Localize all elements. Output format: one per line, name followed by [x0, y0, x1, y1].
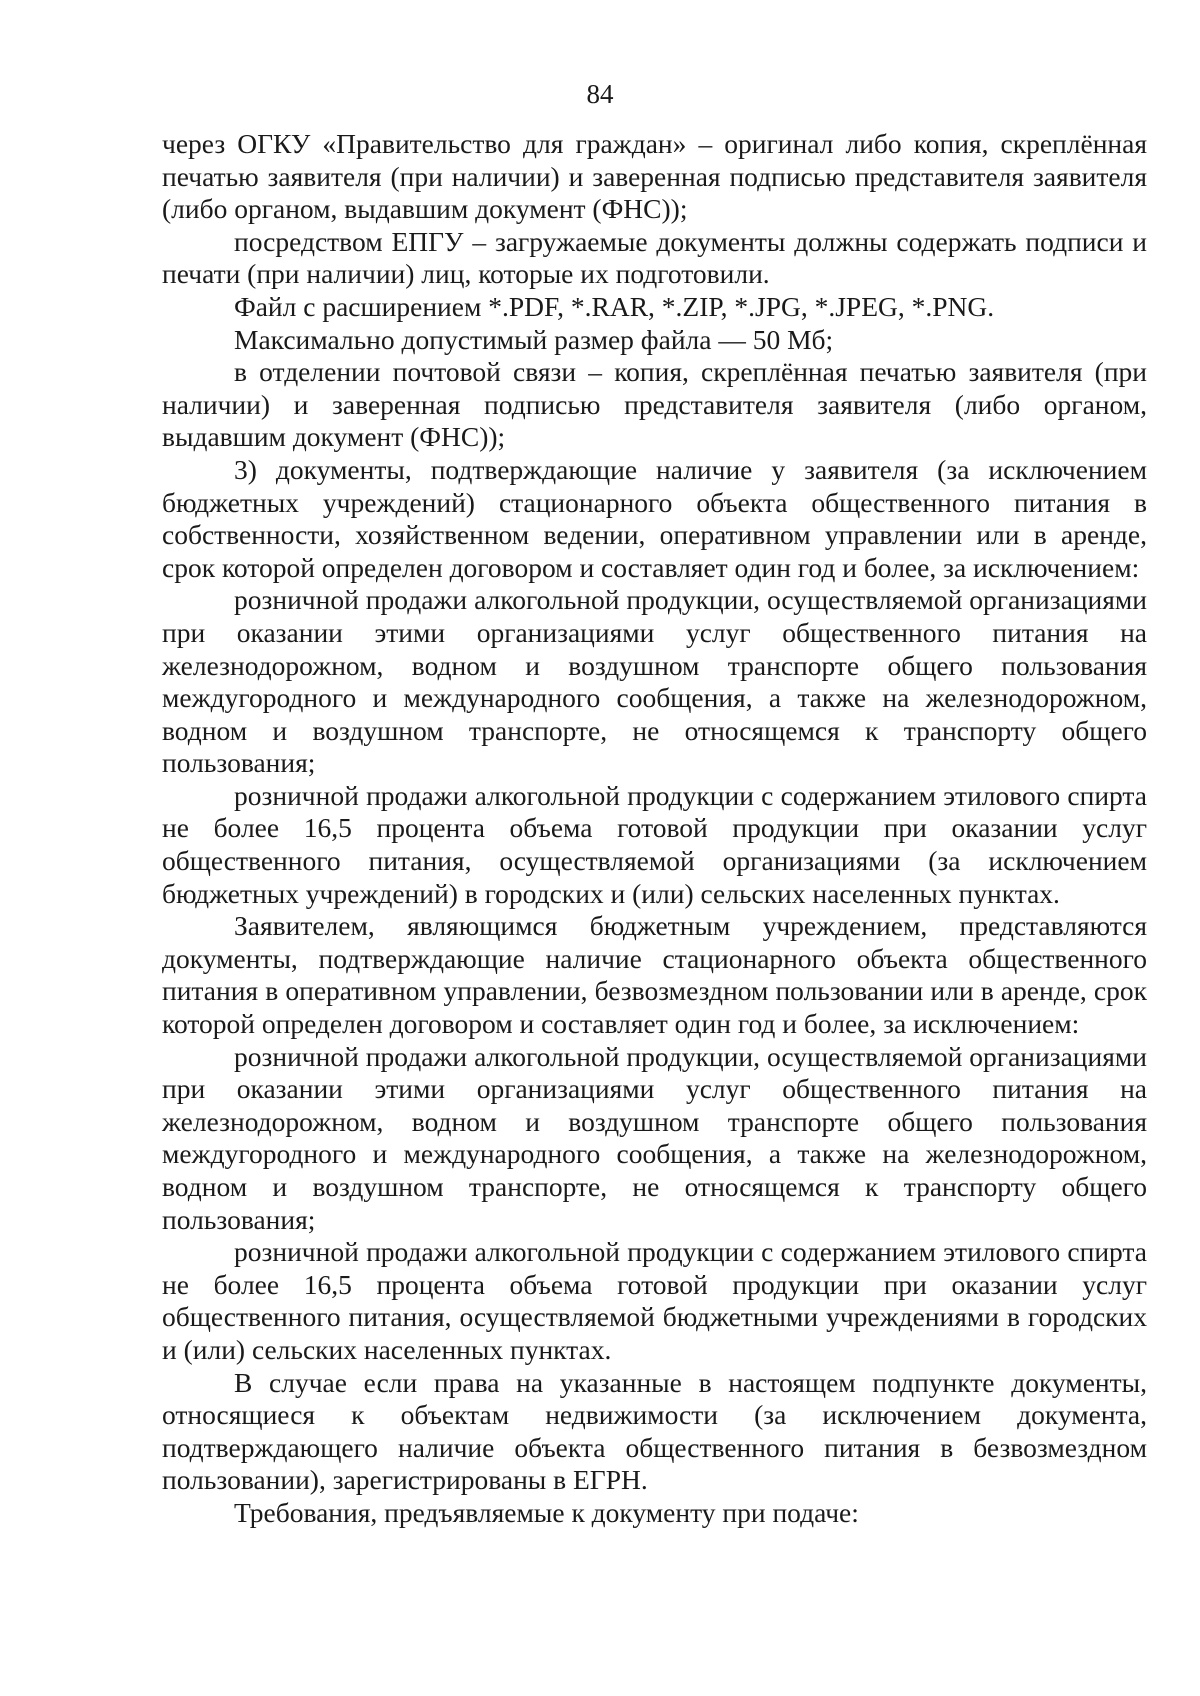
paragraph-item-3-documents: 3) документы, подтверждающие наличие у заявителя (за исключением бюджетных учреждений) стационарного объекта общественного питания в собственности, хозяйственном ведении, оперативном управлении или в аренде, срок которой определен договором и составляет один год и более, за исключением:: [162, 453, 1147, 583]
paragraph-via-ogku: через ОГКУ «Правительство для граждан» – оригинал либо копия, скреплённая печатью заявителя (при наличии) и заверенная подписью представителя заявителя (либо органом, выдавшим документ (ФНС));: [162, 128, 1147, 225]
document-body: [162, 128, 1147, 1530]
paragraph-file-extensions: Файл с расширением *.PDF, *.RAR, *.ZIP, *.JPG, *.JPEG, *.PNG.: [234, 290, 995, 322]
paragraph-via-epgu: посредством ЕПГУ – загружаемые документы должны содержать подписи и печати (при наличии) лиц, которые их подготовили.: [162, 225, 1147, 290]
paragraph-egrn-registration: В случае если права на указанные в настоящем подпункте документы, относящиеся к объектам недвижимости (за исключением документа, подтверждающего наличие объекта общественного питания в безвозмездном пользовании), зарегистрированы в ЕГРН.: [162, 1366, 1147, 1496]
paragraph-exception-transport-2: розничной продажи алкогольной продукции, осуществляемой организациями при оказании этими организациями услуг общественного питания на железнодорожном, водном и воздушном транспорте общего пользования междугородного и международного сообщения, а также на железнодорожном, водном и воздушном транспорте, не относящемся к транспорту общего пользования;: [162, 1040, 1147, 1235]
paragraph-exception-low-alcohol-2: розничной продажи алкогольной продукции с содержанием этилового спирта не более 16,5 процента объема готовой продукции при оказании услуг общественного питания, осуществляемой бюджетными учреждениями в городских и (или) сельских населенных пунктах.: [162, 1236, 1147, 1365]
paragraph-exception-transport: розничной продажи алкогольной продукции, осуществляемой организациями при оказании этими организациями услуг общественного питания на железнодорожном, водном и воздушном транспорте общего пользования междугородного и международного сообщения, а также на железнодорожном, водном и воздушном транспорте, не относящемся к транспорту общего пользования;: [162, 584, 1147, 779]
paragraph-exception-low-alcohol: розничной продажи алкогольной продукции с содержанием этилового спирта не более 16,5 процента объема готовой продукции при оказании услуг общественного питания, осуществляемой организациями (за исключением бюджетных учреждений) в городских и (или) сельских населенных пунктах.: [162, 779, 1147, 909]
paragraph-max-file-size: Максимально допустимый размер файла — 50 Мб;: [234, 323, 834, 355]
paragraph-requirements: Требования, предъявляемые к документу при подаче:: [234, 1496, 859, 1528]
page-number: 84: [586, 79, 614, 109]
paragraph-budget-institution: Заявителем, являющимся бюджетным учреждением, представляются документы, подтверждающие наличие стационарного объекта общественного питания в оперативном управлении, безвозмездном пользовании или в аренде, срок которой определен договором и составляет один год и более, за исключением:: [162, 910, 1147, 1040]
paragraph-post-office: в отделении почтовой связи – копия, скреплённая печатью заявителя (при наличии) и заверенная подписью представителя заявителя (либо органом, выдавшим документ (ФНС));: [162, 356, 1147, 453]
